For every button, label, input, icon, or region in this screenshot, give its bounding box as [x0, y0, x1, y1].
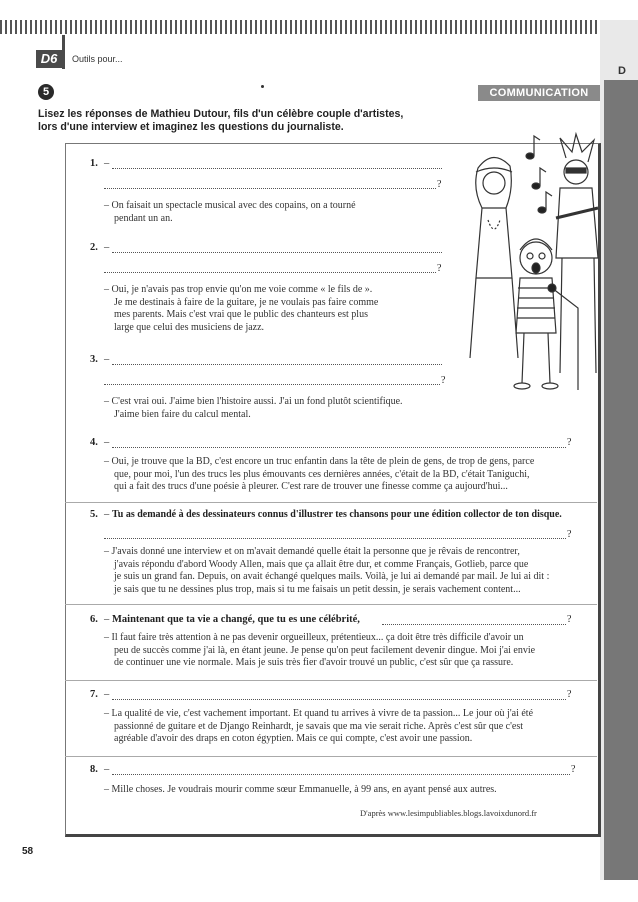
answer-line[interactable]: [112, 699, 566, 700]
answer-line[interactable]: [112, 364, 442, 365]
unit-tab-line: [62, 35, 65, 69]
answer-line-text: – C'est vrai oui. J'aime bien l'histoire aussi. J'ai un fond plutôt scientifique.: [104, 396, 403, 407]
answer-text: [104, 546, 549, 596]
music-note-icon: [532, 168, 546, 189]
question-mark: ?: [437, 179, 442, 190]
question-mark: ?: [567, 614, 572, 625]
answer-line[interactable]: [382, 624, 566, 625]
question-mark: ?: [441, 375, 446, 386]
answer-line-text: agréable d'avoir des draps en coton égyptien. Mais ce qui compte, c'est avoir une passion.: [114, 733, 473, 744]
question-mark: ?: [567, 529, 572, 540]
answer-line-text: – On faisait un spectacle musical avec des copains, on a tourné: [104, 200, 356, 211]
question-mark: ?: [567, 689, 572, 700]
question-number: 8.: [90, 764, 98, 775]
answer-line[interactable]: [104, 272, 436, 273]
divider: [65, 680, 597, 681]
divider: [65, 502, 597, 503]
page-number: 58: [22, 846, 34, 857]
question-mark: ?: [567, 437, 572, 448]
answer-text: [104, 284, 378, 334]
question-number: 5.: [90, 509, 98, 520]
question-text: Maintenant que ta vie a changé, que tu es une célébrité,: [112, 614, 360, 625]
answer-text: [104, 632, 535, 670]
question-dash: –: [104, 437, 110, 448]
question-number: 6.: [90, 614, 98, 625]
question-dash: –: [104, 614, 110, 625]
question-number: 1.: [90, 158, 98, 169]
answer-text: [104, 200, 356, 225]
answer-line-text: qui a fait des trucs d'une poésie à pleurer. C'est rare de trouver une finesse comme ça aujourd'hui...: [114, 481, 508, 492]
answer-line-text: J'aime bien faire du calcul mental.: [114, 408, 251, 420]
answer-line-text: – La qualité de vie, c'est vachement important. Et quand tu arrives à vivre de ta passion... Le jour où j'ai été: [104, 708, 534, 719]
source-credit: D'après www.lesimpubliables.blogs.lavoixdunord.fr: [360, 808, 537, 818]
question-number: 7.: [90, 689, 98, 700]
answer-line-text: – J'avais donné une interview et on m'avait demandé quelle était la personne que je rêvais de rencontrer,: [104, 546, 520, 557]
answer-line-text: peu de succès comme j'ai là, en étant jeune. Je pense qu'on peut facilement devenir dingue. Moi j'ai envie: [114, 644, 536, 656]
top-ruler-decoration: [0, 20, 604, 34]
answer-line-text: j'avais répondu d'abord Woody Allen, mais que ça allait être dur, et comme Français, Gotlieb, parce que: [114, 558, 529, 570]
answer-line[interactable]: [104, 188, 436, 189]
divider: [65, 756, 597, 757]
print-dot: [261, 85, 264, 88]
question-number: 4.: [90, 437, 98, 448]
answer-line-text: – Oui, je trouve que la BD, c'est encore un truc enfantin dans la tête de plein de gens, de trop de gens, parce: [104, 456, 535, 467]
divider: [65, 604, 597, 605]
question-number: 3.: [90, 354, 98, 365]
answer-line-text: que, pour moi, l'un des trucs les plus émouvants ces dernières années, c'était de la BD, c'était Taniguchi,: [114, 468, 530, 480]
question-mark: ?: [437, 263, 442, 274]
answer-line-text: passionné de guitare et de Django Reinhardt, je savais que ma vie serait riche. Après c'est sûr que c'est: [114, 720, 524, 732]
answer-text: [104, 784, 497, 797]
answer-text: [104, 456, 534, 494]
answer-line[interactable]: [112, 447, 566, 448]
music-note-icon: [526, 136, 540, 159]
answer-line-text: mes parents. Mais c'est vrai que le public des chanteurs est plus: [114, 309, 368, 320]
answer-line[interactable]: [104, 384, 440, 385]
answer-text: [104, 708, 533, 746]
instruction-line: lors d'une interview et imaginez les questions du journaliste.: [38, 121, 344, 133]
question-dash: –: [104, 509, 110, 520]
music-note-icon: [538, 192, 552, 213]
instruction: [38, 108, 458, 134]
answer-line[interactable]: [112, 774, 570, 775]
page-edge-shadow: [604, 80, 638, 880]
musicians-illustration: [448, 128, 608, 398]
answer-line[interactable]: [112, 252, 442, 253]
answer-line-text: – Oui, je n'avais pas trop envie qu'on me voie comme « le fils de ».: [104, 284, 373, 295]
answer-line-text: Je me destinais à faire de la guitare, je ne voulais pas faire comme: [114, 296, 379, 308]
answer-line-text: – Mille choses. Je voudrais mourir comme sœur Emmanuelle, à 99 ans, en ayant pensé aux autres.: [104, 784, 497, 795]
answer-line-text: je suis un grand fan. Depuis, on avait échangé quelques mails. Voilà, je lui ai demandé par mail. Je lui ai dit :: [114, 571, 550, 582]
answer-line-text: – Il faut faire très attention à ne pas devenir orgueilleux, prétentieux... ça doit être très difficile d'avoir un: [104, 632, 524, 643]
question-text: Tu as demandé à des dessinateurs connus d'illustrer tes chansons pour une édition collector de ton disque.: [112, 509, 562, 520]
answer-line-text: je sais que tu ne dessines plus trop, mais si tu me faisais un petit dessin, je serais vachement content...: [114, 583, 521, 595]
answer-line-text: de continuer une vie normale. Mais je suis très fier d'avoir trouvé un public, c'est sûr que ça rassure.: [114, 657, 514, 668]
edge-tab-letter: D: [618, 65, 626, 77]
answer-line[interactable]: [104, 538, 566, 539]
question-dash: –: [104, 242, 110, 253]
question-mark: ?: [571, 764, 576, 775]
unit-badge: D6: [36, 50, 62, 68]
answer-line-text: large que celui des musiciens de jazz.: [114, 321, 265, 333]
answer-text: [104, 396, 403, 421]
question-dash: –: [104, 158, 110, 169]
exercise-number: 5: [38, 84, 54, 100]
question-dash: –: [104, 689, 110, 700]
question-dash: –: [104, 354, 110, 365]
instruction-line: Lisez les réponses de Mathieu Dutour, fils d'un célèbre couple d'artistes,: [38, 108, 404, 120]
unit-subtitle: Outils pour...: [72, 54, 123, 64]
answer-line-text: pendant un an.: [114, 212, 173, 224]
section-label: COMMUNICATION: [478, 85, 600, 101]
question-dash: –: [104, 764, 110, 775]
question-number: 2.: [90, 242, 98, 253]
answer-line[interactable]: [112, 168, 442, 169]
